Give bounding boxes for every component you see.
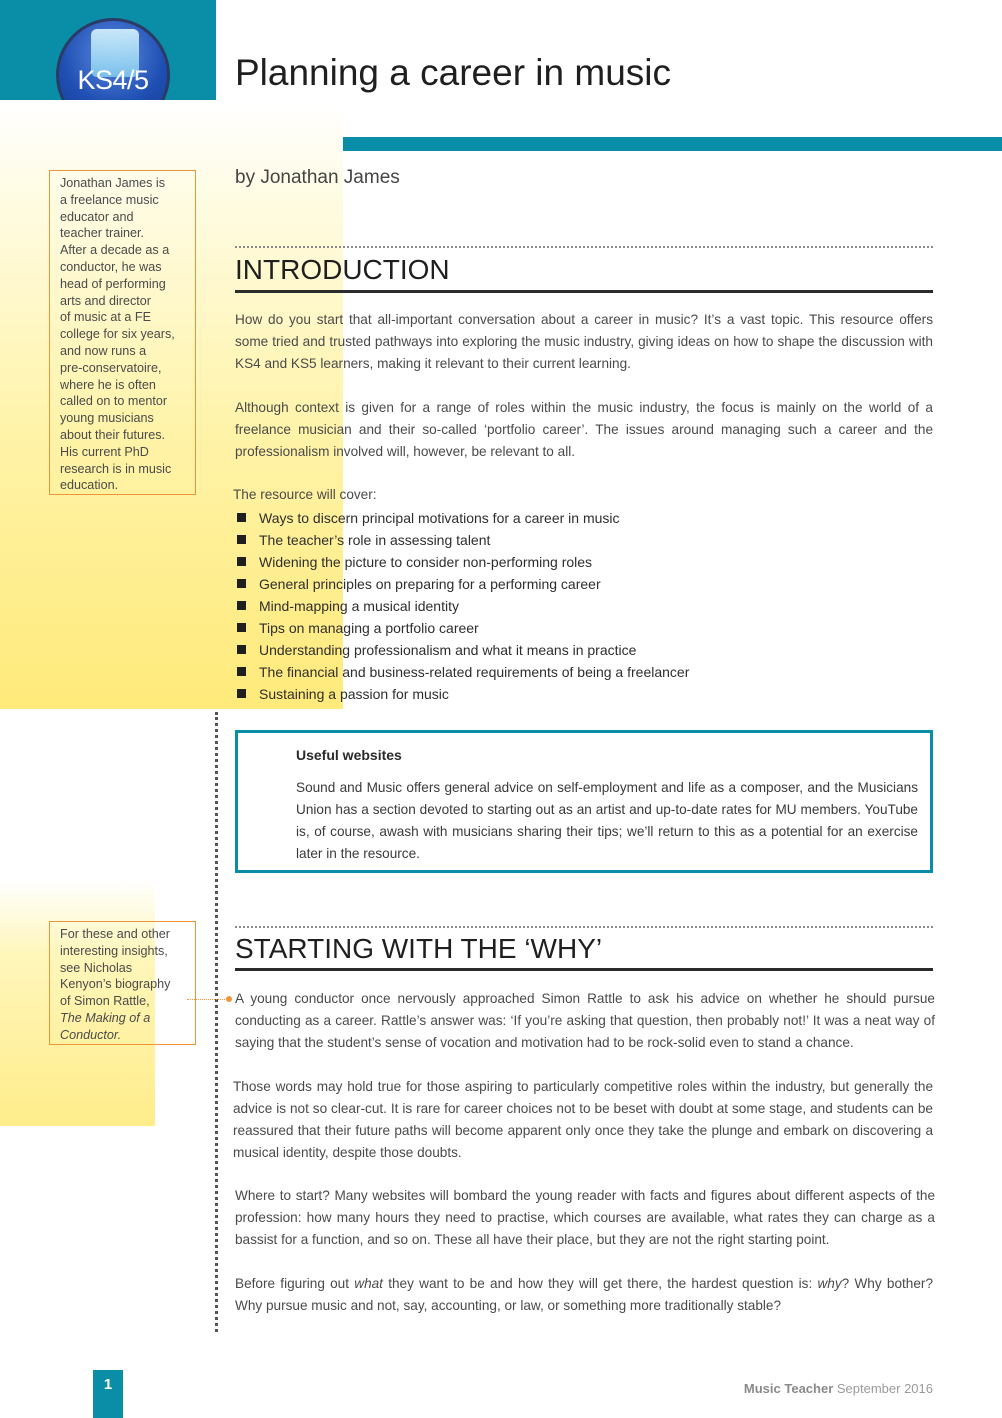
coverage-list-item [235,639,689,661]
side-note-line: For these and other [60,927,170,941]
coverage-list-item [235,551,689,573]
coverage-list-item-text: Ways to discern principal motivations for a career in music [259,510,620,526]
square-bullet-icon [237,557,246,566]
square-bullet-icon [237,667,246,676]
side-note-book-line: Conductor. [60,1027,122,1042]
author-bio-line: head of performing [60,276,166,291]
author-bio-line: about their futures. [60,427,166,442]
square-bullet-icon [237,601,246,610]
author-bio-line: and now runs a [60,343,147,358]
side-note-text [60,926,187,1010]
cover-intro: The resource will cover: [233,487,377,502]
author-bio-line: college for six years, [60,327,175,342]
author-bio-line: teacher trainer. [60,226,145,241]
square-bullet-icon [237,513,246,522]
badge-clip [0,0,216,100]
author-bio-line: educator and [60,209,134,224]
why-paragraph-2: Those words may hold true for those aspiring to particularly competitive roles within the industry, but generally the advice is not so clear-cut. It is rare for career choices not to be beset with doubt at some stage, and students can be reassured that their future paths will become apparent only once they take the plunge and embark on discovering a musical identity, despite those doubts. [233,1079,933,1160]
section-divider [235,926,933,928]
coverage-list-item-text: Mind-mapping a musical identity [259,598,459,614]
author-bio-line: called on to mentor [60,394,168,409]
useful-websites-body: Sound and Music offers general advice on self-employment and life as a composer, and the Musicians Union has a section devoted to starting out as an artist and up-to-date rates for MU members. YouTube is, of course, awash with musicians sharing their tips; we’ll return to this as a potential for an exercise later in the resource. [296,780,918,861]
side-note-book-title [60,1010,187,1044]
section-heading-why: STARTING WITH THE ‘WHY’ [235,933,603,964]
why-paragraph-1: A young conductor once nervously approached Simon Rattle to ask his advice on whether he should pursue conducting as a career. Rattle’s answer was: ‘If you’re asking that question, then probably not!’ It was a neat way of saying that the student’s sense of vocation and motivation had to be rock-solid even to stand a chance. [235,991,935,1050]
coverage-list [235,507,689,705]
heading-underline [235,290,933,293]
side-note-line: of Simon Rattle, [60,994,150,1009]
section-divider [235,246,933,248]
coverage-list-item [235,595,689,617]
author-bio-box [49,170,196,495]
coverage-list-item-text: Sustaining a passion for music [259,686,449,702]
why-p4-part-b: they want to be and how they will get there, the hardest question is: [382,1276,818,1291]
why-p4-what: what [354,1276,383,1291]
page-title: Planning a career in music [235,52,671,93]
author-bio-line: arts and director [60,293,151,308]
square-bullet-icon [237,579,246,588]
why-paragraph-3: Where to start? Many websites will bombard the young reader with facts and figures about different aspects of the profession: how many hours they need to practise, which courses are available, what rates they can charge as a bassist for a function, and so on. These all have their place, but they are not the right starting point. [235,1188,935,1247]
intro-paragraph-2: Although context is given for a range of roles within the music industry, the focus is mainly on the world of a freelance musician and their so-called ‘portfolio career’. The issues around managing such a career and the professionalism involved will, however, be relevant to all. [235,400,933,459]
side-note-line: Kenyon’s biography [60,977,171,992]
intro-paragraph-1: How do you start that all-important conversation about a career in music? It’s a vast topic. This resource offers some tried and trusted pathways into exploring the music industry, giving ideas on how to shape the discussion with KS4 and KS5 learners, making it relevant to their current learning. [235,312,933,371]
side-note-connector [187,999,229,1000]
coverage-list-item-text: Understanding professionalism and what it means in practice [259,642,637,658]
author-bio-text [60,175,187,494]
square-bullet-icon [237,645,246,654]
useful-websites-box [235,730,933,873]
author-bio-line: where he is often [60,377,156,392]
coverage-list-item [235,683,689,705]
coverage-list-item [235,529,689,551]
useful-websites-heading: Useful websites [296,747,402,763]
side-note-connector-dot [226,996,232,1002]
coverage-list-item [235,617,689,639]
author-bio-line: a freelance music [60,192,159,207]
author-bio-line: education. [60,478,119,493]
side-note-line: interesting insights, [60,943,168,958]
why-paragraph-4 [235,1273,933,1317]
why-p4-part-c: ? Why bother? Why pursue music and not, say, accounting, or law, or something more traditionally stable? [235,1276,933,1313]
author-bio-line: research is in music [60,461,172,476]
badge-label: KS4/5 [77,65,149,95]
square-bullet-icon [237,623,246,632]
square-bullet-icon [237,689,246,698]
byline: by Jonathan James [235,167,400,188]
coverage-list-item [235,507,689,529]
author-bio-line: young musicians [60,411,154,426]
author-bio-line: of music at a FE [60,310,151,325]
author-bio-line: conductor, he was [60,259,162,274]
margin-dotted-line [215,712,218,1332]
coverage-list-item-text: The teacher’s role in assessing talent [259,532,491,548]
header-rule [343,137,1002,151]
coverage-list-item-text: Widening the picture to consider non-performing roles [259,554,593,570]
coverage-list-item-text: The financial and business-related requirements of being a freelancer [259,664,690,680]
side-note-line: see Nicholas [60,960,133,975]
why-p4-part-a: Before figuring out [235,1276,355,1291]
section-heading-introduction: INTRODUCTION [235,254,450,285]
side-note-book-line: The Making of a [60,1010,151,1025]
footer-date: September 2016 [833,1381,933,1396]
footer-publication-name: Music Teacher [743,1381,834,1396]
why-p4-why: why [817,1276,842,1291]
author-bio-line: After a decade as a [60,243,170,258]
side-note-box [49,921,196,1045]
key-stage-badge [56,18,170,100]
coverage-list-item-text: General principles on preparing for a performing career [259,576,601,592]
page-number: 1 [93,1370,123,1418]
author-bio-line: pre-conservatoire, [60,360,162,375]
square-bullet-icon [237,535,246,544]
author-bio-line: Jonathan James is [60,176,166,190]
author-bio-line: His current PhD [60,444,149,459]
coverage-list-item [235,661,689,683]
heading-underline [235,968,933,971]
coverage-list-item [235,573,689,595]
footer-publication [744,1381,933,1396]
coverage-list-item-text: Tips on managing a portfolio career [259,620,479,636]
